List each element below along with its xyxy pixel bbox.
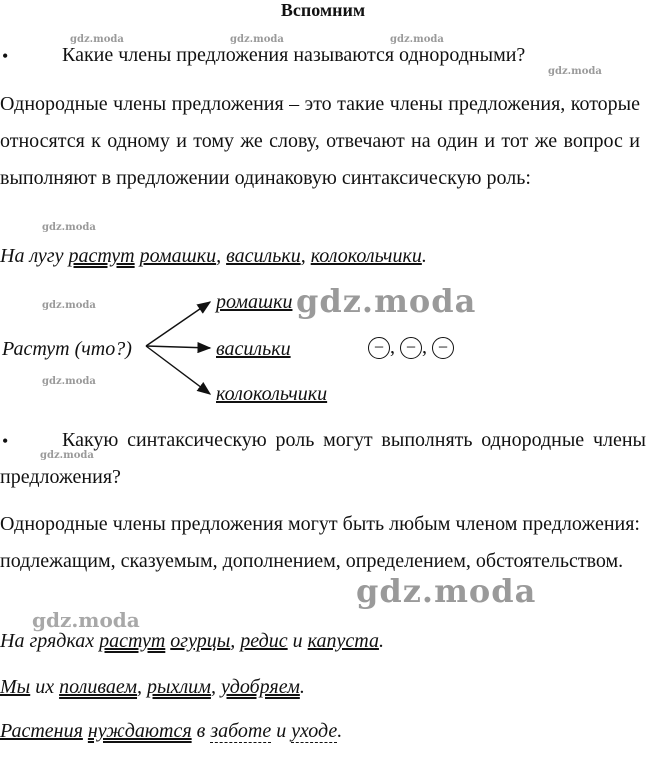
schema-leaf: васильки (216, 338, 291, 360)
watermark: gdz.moda (390, 34, 444, 45)
predicate-word: растут (68, 245, 135, 267)
example-word: На грядках (0, 630, 95, 652)
circle-symbol: − (400, 337, 422, 359)
subject-word: огурцы (170, 630, 231, 652)
watermark: gdz.moda (70, 34, 124, 45)
predicate-word: рыхлим (147, 676, 211, 698)
watermark: gdz.moda (42, 222, 96, 233)
watermark: gdz.moda (42, 300, 96, 311)
example-4: Растения нуждаются в заботе и уходе. (0, 720, 343, 742)
subject-word: редис (240, 630, 288, 652)
subject-word: капуста (307, 630, 379, 652)
object-word: уходе (291, 720, 338, 742)
schema-leaf: ромашки (216, 291, 293, 313)
example-word: На лугу (0, 245, 64, 267)
arrow (146, 346, 210, 394)
bullet: • (2, 431, 9, 451)
watermark: gdz.moda (40, 450, 94, 461)
schema-leaf: колокольчики (216, 383, 328, 405)
subject-word: колокольчики (310, 245, 422, 267)
predicate-word: нуждаются (87, 720, 192, 742)
example-1: На лугу растут ромашки, васильки, колокольчики. (0, 245, 427, 267)
object-word: заботе (210, 720, 272, 742)
watermark: gdz.moda (296, 282, 477, 320)
example-2: На грядках растут огурцы, редис и капуста. (0, 630, 384, 652)
conjunction: и (276, 720, 287, 742)
predicate-word: растут (99, 630, 166, 652)
predicate-word: удобряем (220, 676, 300, 698)
example-3: Мы их поливаем, рыхлим, удобряем. (0, 676, 305, 698)
question-2: Какую синтаксическую роль могут выполнять однородные члены предложения? (0, 429, 646, 488)
homogeneous-scheme: − , − , − (368, 336, 454, 359)
subject-word: ромашки (139, 245, 217, 267)
subject-word: Растения (0, 720, 83, 742)
predicate-word: поливаем (59, 676, 138, 698)
watermark: gdz.moda (42, 376, 96, 387)
object-word: их (35, 676, 55, 698)
answer-1: Однородные члены предложения – это такие члены предложения, которые относятся к одному и тому же слову, отвечают на один и тот же вопрос и выполняют в предложении одинаковую синтаксическую роль: (0, 93, 640, 189)
subject-word: Мы (0, 676, 31, 698)
conjunction: и (292, 630, 303, 652)
circle-symbol: − (368, 337, 390, 359)
subject-word: васильки (226, 245, 301, 267)
question-1: Какие члены предложения называются однородными? (62, 44, 526, 66)
watermark: gdz.moda (230, 34, 284, 45)
bullet: • (2, 46, 9, 66)
preposition: в (196, 720, 206, 742)
circle-symbol: − (432, 337, 454, 359)
watermark: gdz.moda (32, 608, 140, 632)
watermark: gdz.moda (548, 66, 602, 77)
answer-2: Однородные члены предложения могут быть любым членом предложения: подлежащим, сказуемым, дополнением, определением, обстоятельством. (0, 513, 640, 572)
arrow (146, 302, 210, 346)
watermark: gdz.moda (356, 572, 537, 610)
page-title: Вспомним (280, 0, 366, 20)
arrow (146, 346, 210, 348)
schema-root: Растут (что?) (2, 338, 132, 360)
